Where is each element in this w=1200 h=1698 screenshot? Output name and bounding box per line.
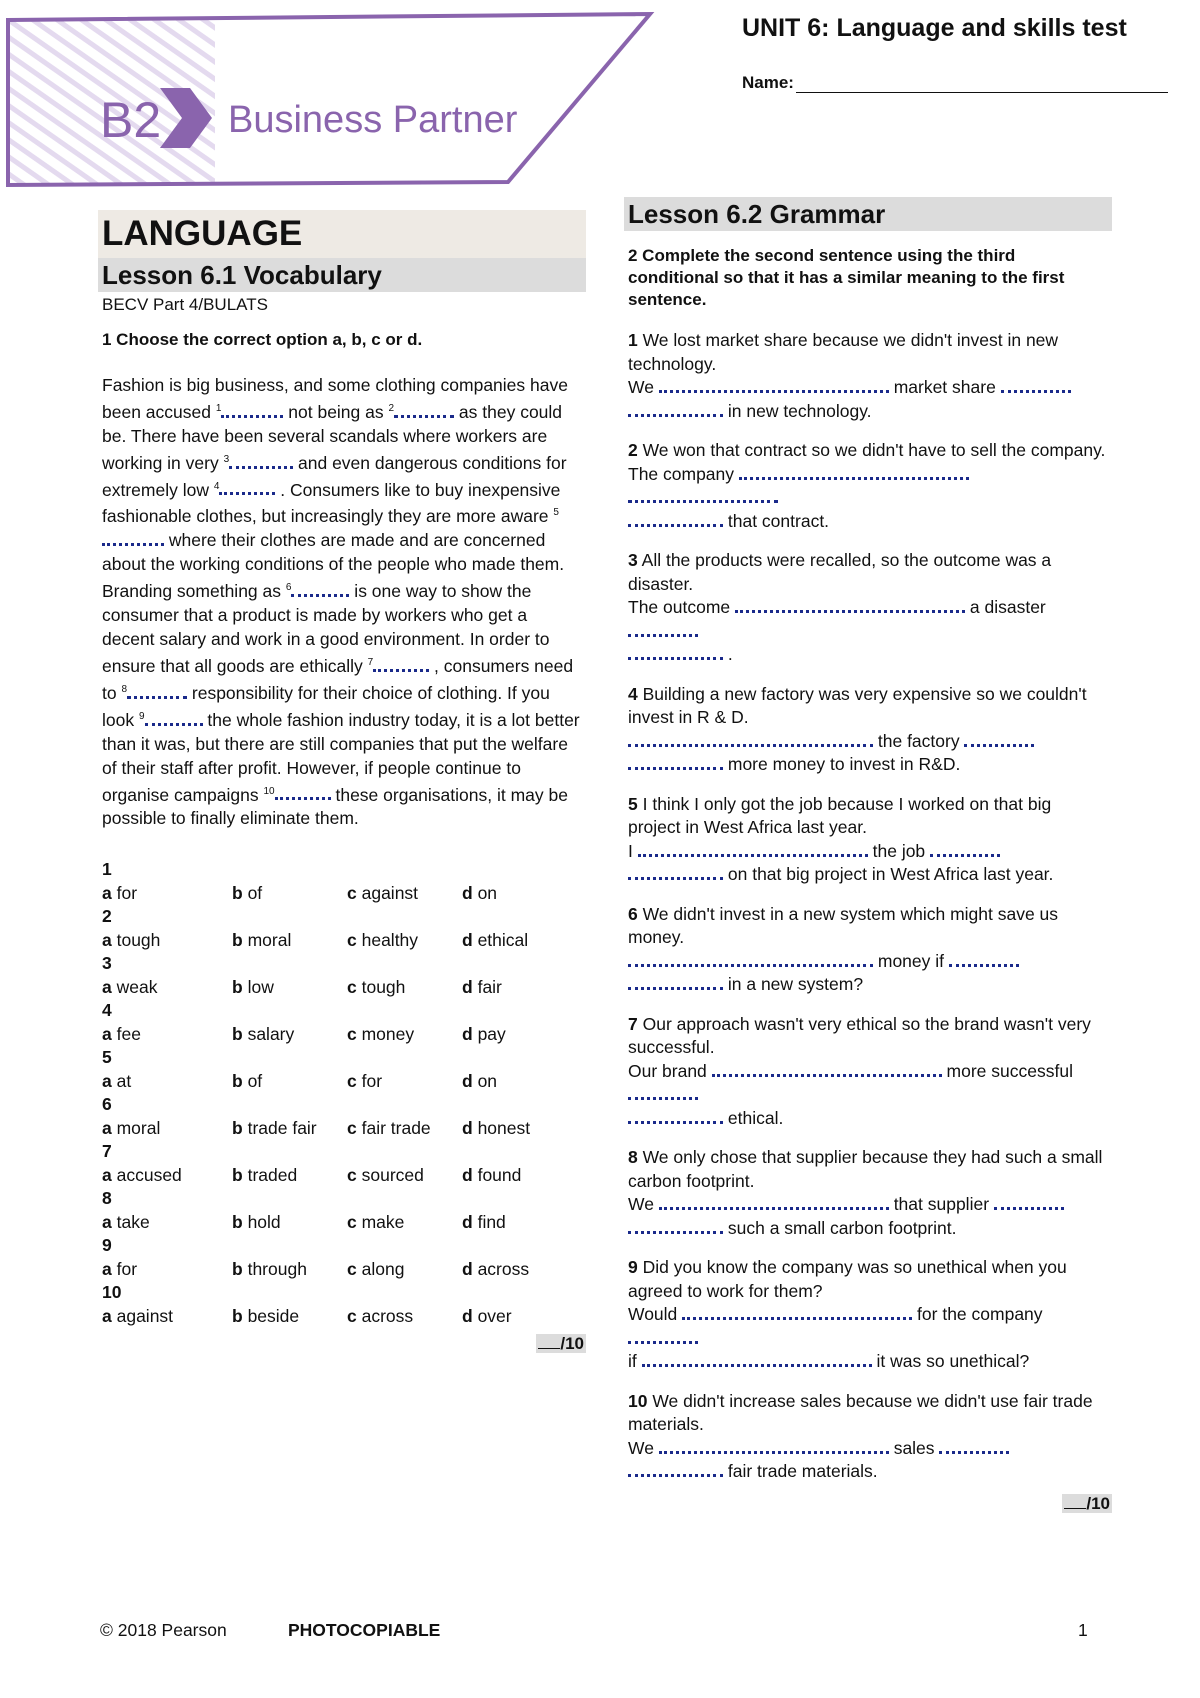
rewrite-prefix: if <box>628 1351 637 1371</box>
question-number: 2 <box>628 440 638 460</box>
option-c[interactable]: c sourced <box>347 1164 424 1185</box>
option-a[interactable]: a at <box>102 1070 132 1091</box>
question-item <box>628 1390 1108 1484</box>
score-box-grammar: /10 <box>624 1494 1112 1514</box>
option-question-number: 10 <box>102 1282 122 1303</box>
option-b[interactable]: b moral <box>232 929 292 950</box>
question-number: 10 <box>628 1390 648 1411</box>
answer-gap[interactable] <box>1001 376 1071 393</box>
option-d[interactable]: d ethical <box>462 929 529 950</box>
option-question-number: 4 <box>102 1000 112 1021</box>
rewrite-start: The company <box>628 463 735 484</box>
question-number: 1 <box>628 330 638 350</box>
answer-gap[interactable] <box>628 510 723 527</box>
answer-gap[interactable] <box>659 376 889 393</box>
option-row <box>102 1258 582 1282</box>
question-item <box>628 549 1108 667</box>
answer-gap[interactable] <box>628 486 778 503</box>
option-d[interactable]: d on <box>462 882 498 903</box>
answer-gap[interactable] <box>712 1060 942 1077</box>
answer-gap[interactable] <box>659 1437 889 1454</box>
answer-gap[interactable] <box>994 1193 1064 1210</box>
rewrite-start: We <box>628 377 654 397</box>
question-item <box>628 683 1108 777</box>
question-sentence: Our approach wasn't very ethical so the brand wasn't very successful. <box>628 1013 1091 1057</box>
question-sentence: We lost market share because we didn't invest in new technology. <box>628 330 1059 374</box>
answer-gap[interactable] <box>145 709 203 726</box>
passage-text: these organisations, it may be possible to finally eliminate them. <box>102 784 568 829</box>
passage-text: . Consumers like to buy inexpensive fashionable clothes, but increasingly they are more aware <box>102 479 561 527</box>
passage-text: as they could be. There have been several scandals where workers are working in very <box>102 401 563 473</box>
option-d[interactable]: d on <box>462 1070 498 1091</box>
option-d[interactable]: d pay <box>462 1023 506 1044</box>
answer-gap[interactable] <box>628 400 723 417</box>
rewrite-start: We <box>628 1437 654 1458</box>
rewrite-middle: the factory <box>877 730 960 751</box>
gap-number: 1 <box>215 403 222 414</box>
option-row <box>102 1305 582 1329</box>
option-question-number: 7 <box>102 1141 112 1162</box>
answer-gap[interactable] <box>102 529 164 546</box>
answer-gap[interactable] <box>373 655 429 672</box>
option-question-number: 3 <box>102 953 112 974</box>
score-box-vocabulary: /10 <box>98 1334 586 1354</box>
lesson-title-vocabulary: Lesson 6.1 Vocabulary <box>98 258 586 292</box>
answer-gap[interactable] <box>642 1350 872 1367</box>
question-sentence: Did you know the company was so unethical when you agreed to work for them? <box>628 1257 1067 1301</box>
answer-gap[interactable] <box>939 1437 1009 1454</box>
answer-gap[interactable] <box>221 401 283 418</box>
rewrite-middle: market share <box>893 377 996 397</box>
answer-gap[interactable] <box>735 596 965 613</box>
option-a[interactable]: a fee <box>102 1023 141 1044</box>
option-b[interactable]: b trade fair <box>232 1117 317 1138</box>
rewrite-middle: that supplier <box>893 1194 990 1214</box>
rewrite-end: it was so unethical? <box>876 1351 1030 1371</box>
rewrite-middle: more successful <box>946 1060 1073 1081</box>
answer-gap[interactable] <box>394 401 454 418</box>
exam-subtitle: BECV Part 4/BULATS <box>102 295 268 314</box>
rewrite-middle: a disaster <box>969 597 1046 617</box>
question-number: 9 <box>628 1257 638 1277</box>
passage-text: is one way to show the consumer that a product is made by workers who get a decent salary and work in a good environment. In order to ensure that all goods are ethically <box>102 581 550 676</box>
passage-text: the whole fashion industry today, it is a lot better than it was, but there are still companies that put the welfare of their staff after profit. However, if people continue to organise campaigns <box>102 709 580 805</box>
answer-gap[interactable] <box>628 1083 698 1100</box>
question-item <box>628 329 1108 423</box>
exercise-2-instruction: 2 Complete the second sentence using the third conditional so that it has a similar meaning to the first sentence. <box>628 246 1065 309</box>
option-question-number: 8 <box>102 1188 112 1209</box>
option-row <box>102 1164 582 1188</box>
answer-gap[interactable] <box>628 643 723 660</box>
answer-gap[interactable] <box>275 783 331 800</box>
answer-gap[interactable] <box>628 1460 723 1477</box>
answer-gap[interactable] <box>291 580 349 597</box>
photocopiable-label: PHOTOCOPIABLE <box>288 1620 441 1640</box>
rewrite-end: ethical. <box>727 1107 784 1128</box>
passage-text: Fashion is big business, and some clothing companies have been accused <box>102 375 568 422</box>
question-item <box>628 793 1108 887</box>
question-sentence: We didn't invest in a new system which might save us money. <box>628 903 1059 947</box>
logo-level: B2 <box>100 92 162 148</box>
option-a[interactable]: a for <box>102 882 138 903</box>
option-c[interactable]: c money <box>347 1023 415 1044</box>
copyright: © 2018 Pearson <box>100 1620 227 1640</box>
logo-name: Business Partner <box>228 99 518 141</box>
option-c[interactable]: c across <box>347 1305 414 1326</box>
question-item <box>628 439 1108 533</box>
question-sentence: We won that contract so we didn't have to sell the company. <box>642 440 1106 460</box>
options-list <box>102 858 582 1328</box>
option-c[interactable]: c along <box>347 1258 405 1279</box>
rewrite-end: fair trade materials. <box>727 1461 878 1481</box>
question-number: 6 <box>628 903 638 924</box>
passage-text: , consumers need to <box>102 655 574 703</box>
rewrite-end: . <box>727 644 733 664</box>
passage-text: and even dangerous conditions for extremely low <box>102 452 567 500</box>
answer-gap[interactable] <box>659 1193 889 1210</box>
option-d[interactable]: d found <box>462 1164 522 1185</box>
option-c[interactable]: c fair trade <box>347 1117 431 1138</box>
gap-number: 2 <box>388 403 395 414</box>
question-sentence: I think I only got the job because I worked on that big project in West Africa last year. <box>628 793 1052 837</box>
option-c[interactable]: c for <box>347 1070 383 1091</box>
rewrite-end: that contract. <box>727 510 830 531</box>
option-b[interactable]: b salary <box>232 1023 295 1044</box>
question-item <box>628 1146 1108 1240</box>
answer-gap[interactable] <box>628 950 873 967</box>
option-question-number: 6 <box>102 1094 112 1115</box>
rewrite-end: such a small carbon footprint. <box>727 1217 957 1238</box>
question-item <box>628 1256 1108 1374</box>
question-number: 7 <box>628 1013 638 1034</box>
rewrite-end: in a new system? <box>727 974 864 994</box>
language-section <box>98 210 586 1354</box>
option-question-number: 5 <box>102 1047 112 1068</box>
option-b[interactable]: b through <box>232 1258 307 1279</box>
option-b[interactable]: b beside <box>232 1305 300 1326</box>
option-b[interactable]: b traded <box>232 1164 298 1185</box>
option-row <box>102 976 582 1000</box>
exercise-1-instruction: 1 Choose the correct option a, b, c or d. <box>102 330 423 349</box>
question-item <box>628 1013 1108 1131</box>
gap-number: 9 <box>138 710 145 722</box>
answer-gap[interactable] <box>628 1107 723 1124</box>
option-d[interactable]: d honest <box>462 1117 531 1138</box>
name-line[interactable] <box>796 72 1168 93</box>
answer-gap[interactable] <box>628 1327 698 1344</box>
answer-gap[interactable] <box>949 950 1019 967</box>
gap-number: 7 <box>367 657 374 669</box>
grammar-section <box>624 197 1112 1514</box>
option-row <box>102 1070 582 1094</box>
gap-number: 3 <box>223 453 230 465</box>
option-d[interactable]: d find <box>462 1211 506 1232</box>
answer-gap[interactable] <box>628 863 723 880</box>
answer-gap[interactable] <box>229 452 293 469</box>
option-c[interactable]: c against <box>347 882 419 903</box>
gap-number: 4 <box>213 480 220 492</box>
brand-banner <box>0 0 680 200</box>
question-sentence: All the products were recalled, so the outcome was a disaster. <box>628 550 1052 594</box>
gap-number: 8 <box>121 683 128 695</box>
answer-gap[interactable] <box>628 730 873 747</box>
rewrite-start: We <box>628 1194 654 1214</box>
option-b[interactable]: b of <box>232 882 263 903</box>
rewrite-middle: money if <box>877 950 945 971</box>
option-d[interactable]: d fair <box>462 976 502 997</box>
option-a[interactable]: a for <box>102 1258 138 1279</box>
rewrite-end: in new technology. <box>727 400 872 421</box>
page-title: UNIT 6: Language and skills test <box>742 14 1127 42</box>
section-title: LANGUAGE <box>98 210 586 258</box>
option-c[interactable]: c make <box>347 1211 405 1232</box>
option-a[interactable]: a take <box>102 1211 150 1232</box>
answer-gap[interactable] <box>628 1217 723 1234</box>
answer-gap[interactable] <box>219 478 275 495</box>
rewrite-start: Our brand <box>628 1060 707 1081</box>
answer-gap[interactable] <box>628 753 723 770</box>
option-c[interactable]: c tough <box>347 976 406 997</box>
option-row <box>102 1023 582 1047</box>
option-a[interactable]: a tough <box>102 929 161 950</box>
page-number: 1 <box>1078 1620 1088 1640</box>
option-a[interactable]: a weak <box>102 976 158 997</box>
answer-gap[interactable] <box>964 730 1034 747</box>
answer-gap[interactable] <box>739 463 969 480</box>
rewrite-start: I <box>628 840 633 861</box>
gap-fill-passage <box>102 373 582 830</box>
option-a[interactable]: a moral <box>102 1117 161 1138</box>
option-a[interactable]: a against <box>102 1305 174 1326</box>
option-question-number: 2 <box>102 906 112 927</box>
answer-gap[interactable] <box>127 682 187 699</box>
question-number: 3 <box>628 550 638 570</box>
option-c[interactable]: c healthy <box>347 929 419 950</box>
option-d[interactable]: d over <box>462 1305 512 1326</box>
answer-gap[interactable] <box>628 620 698 637</box>
rewrite-end: on that big project in West Africa last year. <box>727 864 1054 884</box>
option-row <box>102 882 582 906</box>
option-row <box>102 1211 582 1235</box>
option-b[interactable]: b low <box>232 976 274 997</box>
option-row <box>102 1117 582 1141</box>
gap-number: 5 <box>553 507 559 519</box>
question-item <box>628 903 1108 997</box>
passage-text: not being as <box>283 401 389 422</box>
rewrite-middle: the job <box>872 840 926 861</box>
gap-number: 10 <box>263 785 275 797</box>
option-d[interactable]: d across <box>462 1258 530 1279</box>
name-label: Name: <box>742 73 794 92</box>
gap-number: 6 <box>285 582 292 594</box>
option-question-number: 9 <box>102 1235 112 1256</box>
answer-gap[interactable] <box>930 840 1000 857</box>
passage-text: where their clothes are made and are concerned about the working conditions of the people who made them. Branding something as <box>102 530 565 602</box>
questions-list <box>624 329 1112 1484</box>
option-row <box>102 929 582 953</box>
name-field[interactable] <box>742 72 1168 93</box>
answer-gap[interactable] <box>682 1303 912 1320</box>
question-number: 5 <box>628 793 638 814</box>
rewrite-end: more money to invest in R&D. <box>727 754 961 774</box>
option-b[interactable]: b hold <box>232 1211 281 1232</box>
question-sentence: We didn't increase sales because we didn't use fair trade materials. <box>628 1390 1093 1434</box>
question-number: 4 <box>628 683 638 704</box>
option-question-number: 1 <box>102 859 112 880</box>
passage-text: responsibility for their choice of clothing. If you look <box>102 682 550 730</box>
rewrite-middle: sales <box>893 1437 935 1458</box>
answer-gap[interactable] <box>628 973 723 990</box>
rewrite-start: The outcome <box>628 597 731 617</box>
answer-gap[interactable] <box>638 840 868 857</box>
rewrite-start: Would <box>628 1304 678 1324</box>
option-b[interactable]: b of <box>232 1070 263 1091</box>
lesson-title-grammar: Lesson 6.2 Grammar <box>624 197 1112 231</box>
question-sentence: Building a new factory was very expensive so we couldn't invest in R & D. <box>628 683 1087 727</box>
question-sentence: We only chose that supplier because they had such a small carbon footprint. <box>628 1147 1103 1191</box>
rewrite-middle: for the company <box>917 1304 1043 1324</box>
question-number: 8 <box>628 1147 638 1167</box>
option-a[interactable]: a accused <box>102 1164 182 1185</box>
